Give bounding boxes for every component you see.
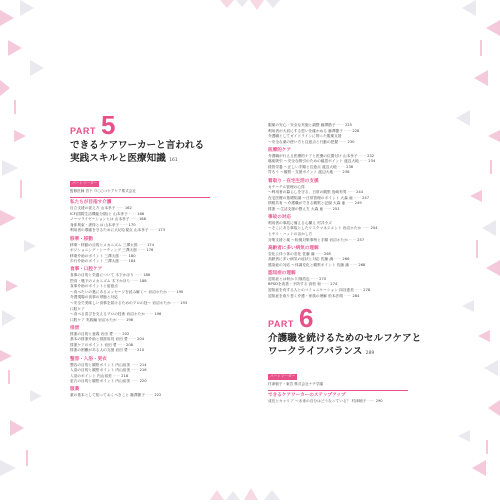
toc-leader-dots: ······ bbox=[166, 289, 177, 294]
toc-entry-title: 経管栄養 〜正しい手順と注意点 渡辺大地 bbox=[268, 164, 337, 169]
toc-entry-page: 184 bbox=[128, 259, 136, 264]
toc-leader-dots: ······ bbox=[127, 211, 138, 216]
toc-entry-title: 〜食べる喜びを支えるプロの技術 岩沼ホたか bbox=[70, 312, 145, 317]
toc-entry-page: 204 bbox=[137, 337, 145, 342]
toc-leader-dots: ······ bbox=[127, 348, 138, 353]
toc-leader-dots: ······ bbox=[119, 259, 129, 264]
toc-leader-dots: ······ bbox=[357, 153, 368, 158]
toc-entry-title: 利用者の尊厳を守るために大切な視点 山本孝子 bbox=[70, 228, 149, 233]
decoration-left bbox=[0, 0, 70, 500]
toc-entry-page: 202 bbox=[122, 331, 130, 336]
toc-entry bbox=[268, 207, 438, 213]
toc-entry-page: 210 bbox=[137, 348, 145, 353]
toc-entry bbox=[268, 238, 438, 244]
toc-entry-title: 身体拘束・虐待とは 山本孝子 bbox=[70, 222, 120, 227]
toc-entry-title: 歩行介助のポイント 三澤太郎 bbox=[70, 259, 120, 264]
toc-entry-page: 173 bbox=[158, 228, 166, 233]
section-heading: 事故の対応 bbox=[268, 214, 291, 220]
toc-entry-title: 入浴の目的と観察ポイント 内山裕美 bbox=[70, 368, 131, 373]
toc-leader-dots: ······ bbox=[348, 262, 359, 267]
toc-entry-title: 移乗・移動の目的とメカニズム 三澤太郎 bbox=[70, 242, 138, 247]
toc-leader-dots: ······ bbox=[144, 393, 155, 398]
toc-leader-dots: ······ bbox=[130, 278, 140, 283]
leader-tag: パートリーダー bbox=[72, 181, 98, 185]
toc-entry-title: 口腔ケア bbox=[70, 306, 85, 311]
toc-entry-title: 介護職が行える医療的ケアと医療の位置付け 山本孝子 bbox=[268, 153, 358, 158]
toc-entry-page: 254 bbox=[370, 226, 378, 231]
part6-block bbox=[268, 305, 438, 405]
toc-leader-dots: ······ bbox=[127, 337, 138, 342]
section-heading: 認知症の理解 bbox=[268, 270, 296, 276]
part6-leader bbox=[268, 362, 438, 387]
toc-leader-dots: ······ bbox=[345, 201, 355, 206]
toc-leader-dots: ······ bbox=[116, 317, 126, 322]
toc-entry-page: 166 bbox=[137, 211, 145, 216]
part6-divider bbox=[268, 390, 408, 391]
toc-entry-title: 更衣の目的と観察ポイント 内山裕美 bbox=[70, 379, 131, 384]
right-page bbox=[268, 123, 438, 404]
toc-entry-page: 247 bbox=[362, 195, 370, 200]
toc-leader-dots: ······ bbox=[136, 248, 147, 253]
toc-entry bbox=[268, 294, 438, 300]
toc-entry-page: 220 bbox=[139, 379, 147, 384]
toc-entry-title: 感染症の対応 〜体調変化と観察ポイント 佐藤 満 bbox=[268, 262, 349, 267]
toc-entry-page: 180 bbox=[128, 253, 136, 258]
toc-entry-title: 胃ろう 〜観察・支援ポイント 渡辺大地 bbox=[268, 170, 334, 175]
toc-entry-page: 274 bbox=[330, 282, 338, 287]
toc-entry-page: 230 bbox=[347, 139, 355, 144]
toc-leader-dots: ······ bbox=[335, 123, 345, 127]
toc-entry-page: 216 bbox=[139, 368, 147, 373]
leader-name: 村津朝子・東宮 株式会社ナチ学園 bbox=[268, 382, 324, 386]
toc-entry-page: 176 bbox=[146, 248, 154, 253]
toc-entry-page: 265 bbox=[323, 251, 332, 256]
toc-entry-page: 208 bbox=[125, 342, 134, 347]
section-heading: 整容・入浴・更衣 bbox=[70, 356, 107, 362]
section-heading: 排泄 bbox=[70, 325, 80, 331]
toc-entry-title: 〜そこにある事故としたリスクマネジメント 岩沼ホたか bbox=[268, 226, 362, 231]
left-sections bbox=[70, 200, 250, 399]
toc-entry-page: 190 bbox=[176, 289, 184, 294]
leader-tag: パートリーダー bbox=[270, 374, 296, 378]
toc-entry-page: 290 bbox=[375, 399, 383, 404]
toc-entry-page: 186 bbox=[143, 273, 151, 278]
toc-leader-dots: ······ bbox=[323, 206, 333, 211]
toc-entry-page: 266 bbox=[342, 257, 350, 262]
toc-entry bbox=[268, 399, 438, 405]
part-number: 6 bbox=[298, 303, 314, 333]
toc-entry-page: 198 bbox=[125, 317, 134, 322]
toc-leader-dots: ······ bbox=[366, 399, 376, 404]
toc-leader-dots: ······ bbox=[144, 312, 155, 317]
toc-entry-page: 238 bbox=[342, 170, 350, 175]
toc-entry bbox=[70, 228, 250, 234]
toc-entry-title: 〜安全で美味しい食事を届けるためのプロの技〜 岩沼ホたか bbox=[70, 301, 171, 306]
toc-entry-page: 270 bbox=[319, 276, 327, 281]
toc-entry-page: 228 bbox=[352, 128, 360, 133]
toc-entry-title: 食事介助のポイントと留意点 bbox=[70, 284, 118, 289]
part5-divider bbox=[70, 197, 210, 198]
toc-leader-dots: ······ bbox=[338, 139, 348, 144]
toc-entry-page: 188 bbox=[139, 278, 147, 283]
toc-entry bbox=[70, 393, 250, 399]
toc-leader-dots: ······ bbox=[170, 301, 181, 306]
part6-title-line2: ワークライフバランス bbox=[268, 346, 363, 357]
toc-entry-title: 食事の目的と栄養について 木下かほり bbox=[70, 273, 134, 278]
part6-title bbox=[268, 332, 438, 360]
toc-entry-title: 認知症とは何か 川畑浩也 bbox=[268, 276, 310, 281]
toc-entry-page: 218 bbox=[121, 373, 129, 378]
toc-leader-dots: ······ bbox=[352, 195, 363, 200]
toc-entry bbox=[70, 318, 250, 324]
part5-header bbox=[70, 112, 250, 138]
toc-leader-dots: ······ bbox=[333, 170, 343, 175]
section-heading: 服薬 bbox=[70, 387, 80, 393]
toc-leader-dots: ······ bbox=[129, 217, 139, 222]
toc-entry-title: 排泄 〜生活支援の整え方 大森 亜 bbox=[268, 206, 324, 211]
toc-leader-dots: ······ bbox=[333, 257, 343, 262]
toc-leader-dots: ······ bbox=[347, 237, 358, 242]
decoration-right bbox=[430, 0, 500, 500]
toc-entry-page: 249 bbox=[354, 201, 362, 206]
toc-leader-dots: ······ bbox=[148, 228, 158, 233]
toc-entry-title: ICF(国際生活機能分類)と 山本孝子 bbox=[70, 211, 128, 216]
toc-entry-page: 251 bbox=[332, 206, 340, 211]
part6-title-line1: 介護職を続けるためのセルフケアと bbox=[268, 333, 422, 344]
toc-entry-title: 摂食・嚥下のメカニズム 木下かほり bbox=[70, 278, 131, 283]
toc-entry-title: 口腔ケア 実践編 岩沼ホたか bbox=[70, 317, 117, 322]
toc-entry-page: 236 bbox=[346, 164, 354, 169]
toc-entry-title: 〜安全な薬の使い方と注意点と行動の把握 bbox=[268, 139, 339, 144]
toc-entry-title: 入浴のポイント 内山裕美 bbox=[70, 373, 112, 378]
section-heading: 食事・口腔ケア bbox=[70, 267, 103, 273]
toc-entry bbox=[70, 259, 250, 265]
toc-entry-page: 162 bbox=[124, 206, 132, 211]
toc-entry bbox=[70, 379, 250, 385]
toc-entry bbox=[268, 170, 438, 176]
toc-entry bbox=[268, 263, 438, 269]
toc-leader-dots: ······ bbox=[111, 373, 122, 378]
part-label: PART bbox=[268, 319, 294, 329]
toc-leader-dots: ······ bbox=[130, 368, 140, 373]
decoration-top-center bbox=[220, 0, 280, 30]
toc-entry bbox=[70, 348, 250, 354]
part5-title bbox=[70, 139, 250, 167]
toc-entry-title: 介護職としてガイドラインに則った服薬支援 bbox=[268, 134, 342, 139]
part-number: 5 bbox=[100, 110, 116, 140]
toc-entry-title: 喀痰吸引 〜安全な吸引のための確認ポイント 渡辺大地 bbox=[268, 159, 359, 164]
toc-entry-title: 排泄の目的と意義 岩田 愛 bbox=[70, 331, 113, 336]
toc-leader-dots: ······ bbox=[342, 293, 353, 298]
toc-entry-title: 服薬の安心・安全な実施と調整 藤澤節子 bbox=[268, 123, 336, 127]
toc-leader-dots: ······ bbox=[112, 331, 123, 336]
toc-entry-page: 174 bbox=[146, 242, 154, 247]
toc-leader-dots: ······ bbox=[119, 253, 129, 258]
toc-entry-page: 232 bbox=[367, 153, 375, 158]
part6-title-page: 289 bbox=[365, 351, 375, 356]
toc-entry-title: 排泄ケアのポイント 岩田 愛 bbox=[70, 342, 117, 347]
toc-entry-title: 情報共有 〜介護職ができる観察と記録 大森 亜 bbox=[268, 201, 346, 206]
toc-leader-dots: ······ bbox=[115, 206, 125, 211]
toc-entry-page: 257 bbox=[357, 237, 365, 242]
part5-title-line2: 実践スキルと医療知識 bbox=[70, 153, 166, 164]
part5-title-line1: できるケアワーカーと言われる bbox=[70, 140, 205, 151]
toc-entry-title: ヒヤリ・ハットの活かし方 bbox=[268, 231, 313, 236]
toc-entry-title: 高齢者に多い病気の症状と対応 佐藤 満 bbox=[268, 257, 334, 262]
leader-name: 監修医師 宮下 ０○○コケアケア株式会社 bbox=[70, 189, 136, 193]
toc-leader-dots: ······ bbox=[336, 164, 347, 169]
toc-entry-page: 222 bbox=[154, 393, 162, 398]
toc-leader-dots: ······ bbox=[130, 379, 140, 384]
toc-entry-title: 〜利用者の暮らしを守る、日常の観察 島崎有男 bbox=[268, 190, 347, 195]
toc-entry-page: 278 bbox=[363, 288, 371, 292]
toc-entry-title: ポジショニング・シーティング 三澤太郎 bbox=[70, 248, 137, 253]
left-page bbox=[70, 112, 250, 399]
toc-entry-title: 自立支援の捉え方 山本孝子 bbox=[70, 206, 116, 211]
toc-entry-title: ノーマライゼーションとは 山本孝子 bbox=[70, 217, 130, 222]
toc-entry-title: 移乗介助のポイント 三澤太郎 bbox=[70, 253, 120, 258]
section-heading: できるケアワーカーのステップアップ bbox=[268, 393, 346, 399]
toc-leader-dots: ······ bbox=[314, 251, 324, 256]
toc-entry-title: 認知症を取り巻く介護・家族の理解 松本法明 bbox=[268, 293, 343, 298]
toc-leader-dots: ······ bbox=[361, 226, 371, 231]
toc-entry-title: 薬の基本として知っておくべきこと 藤澤節子 bbox=[70, 393, 145, 398]
part5-leader bbox=[70, 169, 250, 194]
toc-entry-title: 利用者が大切にする思いを確かめる 藤澤節子 bbox=[268, 128, 343, 133]
toc-leader-dots: ······ bbox=[130, 362, 140, 367]
toc-entry-title: 認知症を有する人とのコミュニケーション 四谷達美 bbox=[268, 288, 354, 292]
section-heading: 移乗・移動 bbox=[70, 236, 93, 242]
part6-header bbox=[268, 305, 438, 331]
toc-leader-dots: ······ bbox=[342, 128, 353, 133]
toc-entry-page: 196 bbox=[154, 312, 162, 317]
toc-entry-title: BPSDを改善・予防する 高松 和 bbox=[268, 282, 321, 287]
toc-entry-page: 244 bbox=[356, 190, 364, 195]
toc-entry-title: 整容の目的と観察ポイント 内山裕美 bbox=[70, 362, 131, 367]
toc-entry-title: 変化に伴う体の変化 佐藤 満 bbox=[268, 251, 315, 256]
section-heading: 医療的ケア bbox=[268, 147, 291, 153]
right-top-sections bbox=[268, 123, 438, 299]
toc-entry-page: 225 bbox=[344, 123, 352, 127]
part-label: PART bbox=[70, 126, 96, 136]
section-heading: 高齢者に多い病気の理解 bbox=[268, 245, 319, 251]
toc-entry-title: 成長とキャリア 〜未来の自分はどうなっている？ 村津朝子 bbox=[268, 399, 367, 404]
toc-entry-page: 168 bbox=[138, 217, 146, 222]
toc-entry-page: 284 bbox=[352, 293, 360, 298]
toc-leader-dots: ······ bbox=[358, 159, 369, 164]
toc-entry-title: 対策支援と薬 〜転倒対策事例と手順 岩沼ホたか bbox=[268, 237, 348, 242]
toc-entry-page: 170 bbox=[128, 222, 136, 227]
toc-entry-page: 234 bbox=[368, 159, 376, 164]
toc-entry-title: 在宅医療の基礎知識 〜日常管理のポイント 大森 亜 bbox=[268, 195, 353, 200]
decoration-bottom-center bbox=[210, 470, 290, 500]
toc-entry-page: 268 bbox=[358, 262, 366, 267]
section-heading: 私たちが目指す介護 bbox=[70, 200, 112, 206]
toc-entry bbox=[268, 140, 438, 146]
right-bottom-entries bbox=[268, 399, 438, 405]
toc-leader-dots: ······ bbox=[353, 288, 364, 292]
toc-entry-title: 〜食べたいの裏にあるメッセージを読み解く〜 岩沼ホたか bbox=[70, 289, 167, 294]
toc-entry-title: 排泄の困難がある人の支援 岩田 愛 bbox=[70, 348, 128, 353]
toc-leader-dots: ······ bbox=[119, 222, 129, 227]
section-heading: 看取り・在宅生活の支援 bbox=[268, 178, 319, 184]
toc-leader-dots: ······ bbox=[309, 276, 320, 281]
toc-entry-page: 214 bbox=[139, 362, 147, 367]
toc-entry-page: 193 bbox=[180, 301, 188, 306]
toc-entry-title: 利用者の事故に備える心構え 村井小ズ bbox=[268, 220, 332, 225]
part5-title-page: 161 bbox=[169, 158, 178, 163]
toc-leader-dots: ······ bbox=[346, 190, 356, 195]
toc-leader-dots: ······ bbox=[320, 282, 331, 287]
toc-leader-dots: ······ bbox=[133, 273, 144, 278]
toc-leader-dots: ······ bbox=[116, 342, 126, 347]
toc-entry-title: 介護現場の食事の形態と対応 bbox=[70, 295, 118, 300]
toc-entry-title: 基本の排泄介助と排泄用具 岩田 愛 bbox=[70, 337, 128, 342]
toc-leader-dots: ······ bbox=[137, 242, 147, 247]
part5-title-line2-wrap bbox=[70, 152, 250, 167]
part6-title-line2-wrap bbox=[268, 345, 438, 360]
toc-entry-title: カテーテル管理の心得 bbox=[268, 184, 305, 189]
